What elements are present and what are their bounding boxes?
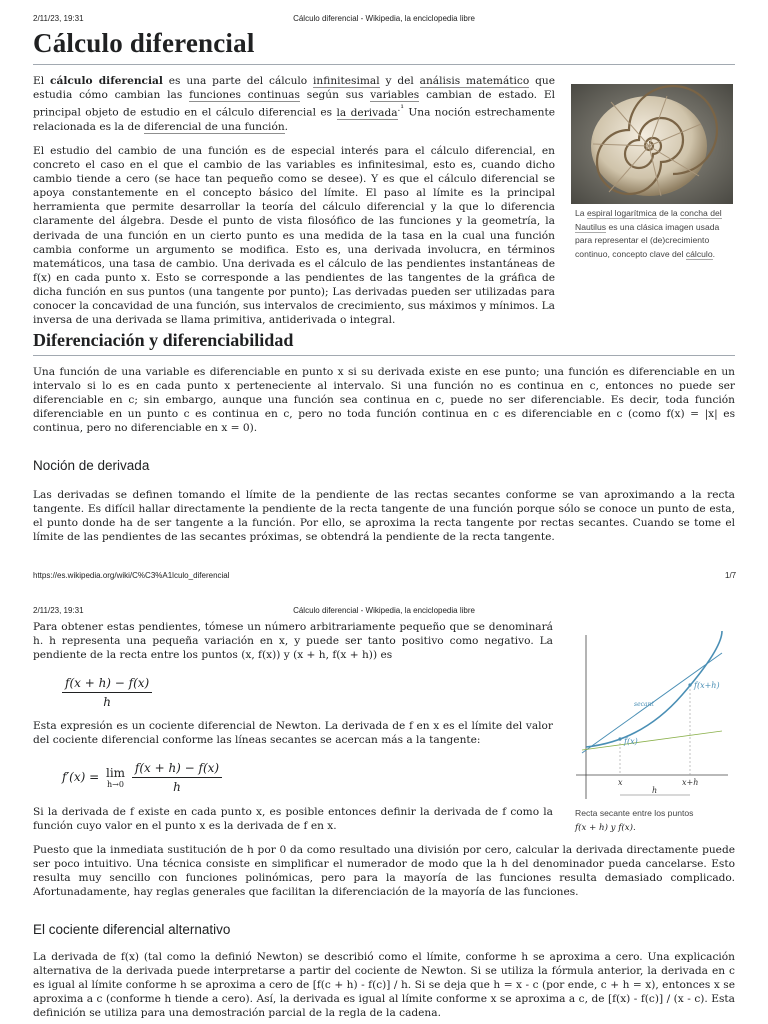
secant-graph-image[interactable]	[572, 625, 734, 807]
link-concha-del-nautilus[interactable]: concha del Nautilus	[575, 208, 722, 232]
graph-label-fx: f(x)	[624, 737, 638, 746]
formula-derivative-limit: f′(x) = lim h→0 $\frac{f(x + h) - f(x)}{h}$	[62, 761, 222, 794]
graph-label-fxh: f(x+h)	[694, 681, 720, 690]
print-footer-url: https://es.wikipedia.org/wiki/C%C3%A1lculo_diferencial	[33, 571, 230, 580]
print-header-title-p2: Cálculo diferencial - Wikipedia, la enciclopedia libre	[293, 606, 475, 615]
nautilus-shell-icon	[571, 84, 733, 204]
reference-1[interactable]: .¹	[397, 104, 404, 115]
paragraph-pendientes: Para obtener estas pendientes, tómese un número arbitrariamente pequeño que se denominará h. h representa una pequeña variación en x, y puede ser tanto positivo como negativo. La pendiente de la recta entre los puntos (x, f(x)) y (x + h, f(x + h)) es	[33, 621, 553, 662]
intro-paragraph: El cálculo diferencial es una parte del cálculo infinitesimal y del análisis matemático que estudia cómo cambian las funciones continuas según sus variables cambian de estado. El principal objeto de estudio en el cálculo diferencial es la derivada$^{.^1}$ Una noción estrechamente relacionada es la de diferencial de una función.	[33, 75, 555, 133]
section-heading-nocion-de-derivada: Noción de derivada	[33, 458, 150, 473]
secant-line-diagram	[572, 625, 734, 807]
print-footer-page: 1/7	[725, 571, 737, 580]
paragraph-derivada-funcion: Si la derivada de f existe en cada punto x, es posible entonces definir la derivada de f como la función cuyo valor en el punto x es la derivada de f en x.	[33, 806, 553, 833]
link-la-derivada[interactable]: la derivada	[336, 106, 398, 119]
paragraph-nocion-de-derivada: Las derivadas se definen tomando el límite de la pendiente de las rectas secantes conforme se van aproximando a la recta tangente. Es difícil hallar directamente la pendiente de la recta tangente de una función porque sólo se conoce un punto de esta, el punto donde ha de ser tangente a la función. Por ello, se aproxima la recta tangente por rectas secantes. Cuando se tome el límite de las pendientes de las secantes próximas, se obtendrá la pendiente de la recta tangente.	[33, 489, 735, 544]
paragraph-division-por-cero: Puesto que la inmediata sustitución de h por 0 da como resultado una división por cero, calcular la derivada directamente puede ser poco intuitivo. Una técnica consiste en simplificar el numerador de modo que la h del denominador pueda cancelarse. Esto resulta muy sencillo con funciones polinómicas, pero para la mayoría de las funciones resulta demasiado complicado. Afortunadamente, hay reglas generales que facilitan la diferenciación de la mayoría de las funciones.	[33, 844, 735, 899]
graph-label-h: h	[652, 786, 658, 795]
link-variables[interactable]: variables	[370, 89, 420, 102]
paragraph-cociente-newton: Esta expresión es un cociente diferencial de Newton. La derivada de f en x es el límite del valor del cociente diferencial conforme las líneas secantes se acercan más a la tangente:	[33, 720, 553, 747]
link-espiral-logaritmica[interactable]: espiral logarítmica	[586, 208, 657, 218]
print-header-date-p2: 2/11/23, 19:31	[33, 606, 84, 615]
graph-label-secant: secant	[634, 701, 654, 708]
graph-label-x: x	[618, 778, 623, 787]
link-diferencial-de-una-funcion[interactable]: diferencial de una función	[143, 120, 285, 133]
section-heading-cociente-alternativo: El cociente diferencial alternativo	[33, 922, 231, 937]
graph-label-xh: x+h	[682, 778, 699, 787]
link-calculo[interactable]: cálculo	[685, 248, 713, 259]
paragraph-estudio-del-cambio: El estudio del cambio de una función es de especial interés para el cálculo diferencial, en concreto el caso en el que el cambio de las variables es infinitesimal, esto es, cuando dicho cambio tiende a cero (se hace tan pequeño como se desee). Y es que el cálculo diferencial se apoya constantemente en el concepto básico del límite. El paso al límite es la principal herramienta que permite desarrollar la teoría del cálculo diferencial y la que lo diferencia claramente del álgebra. Desde el punto de vista filosófico de las funciones y la geometría, la derivada de una función en un cierto punto es una medida de la tasa en la cual una función cambia conforme un argumento se modifica. Esto es, una derivada involucra, en términos matemáticos, una tasa de cambio. Una derivada es el cálculo de las pendientes instantáneas de f(x) en cada punto x. Esto se corresponde a las pendientes de las tangentes de la gráfica de dicha función en sus puntos (una tangente por punto); Las derivadas pueden ser utilizadas para conocer la concavidad de una función, sus intervalos de crecimiento, sus máximos y mínimos. La inversa de una derivada se llama primitiva, antiderivada o integral.	[33, 145, 555, 327]
paragraph-diferenciabilidad: Una función de una variable es diferenciable en punto x si su derivada existe en ese punto; una función es diferenciable en un intervalo si lo es en cada punto x perteneciente al intervalo. Si una función no es continua en c, entonces no puede ser diferenciable en c; sin embargo, aunque una función sea continua en c, puede no ser diferenciable. Es decir, toda función diferenciable en un punto c es continua en c, pero no toda función continua en c es diferenciable en c (como f(x) = |x| es continua, pero no diferenciable en x = 0).	[33, 366, 735, 435]
nautilus-caption: La espiral logarítmica de la concha del Nautilus es una clásica imagen usada para representar el (de)crecimiento continuo, concepto clave del cálculo.	[575, 208, 722, 259]
print-header-date: 2/11/23, 19:31	[33, 14, 84, 23]
title-divider	[33, 64, 735, 65]
link-analisis-matematico[interactable]: análisis matemático	[419, 75, 530, 87]
secant-caption: Recta secante entre los puntos f(x + h) y f(x).	[575, 808, 694, 833]
paragraph-cociente-alternativo: La derivada de f(x) (tal como la definió Newton) se describió como el límite, conforme h se aproxima a cero. Una explicación alternativa de la derivada puede interpretarse a partir del cociente de Newton. Si se utiliza la fórmula anterior, la derivada en c es igual al límite conforme h se aproxima a cero de [f(c + h) - f(c)] / h. Si se deja que h = x - c (por ende, c + h = x), entonces x se aproxima a c (conforme h tiende a cero). Así, la derivada es igual al límite conforme x se aproxima a c, de [f(x) - f(c)] / (x - c). Esta definición se utiliza para una demostración parcial de la regla de la cadena.	[33, 951, 735, 1020]
section-heading-diferenciacion: Diferenciación y diferenciabilidad	[33, 330, 294, 350]
nautilus-image[interactable]	[571, 84, 733, 204]
formula-difference-quotient: $\frac{f(x + h) - f(x)}{h}$	[62, 676, 152, 709]
section-divider	[33, 355, 735, 356]
print-header-title: Cálculo diferencial - Wikipedia, la enciclopedia libre	[293, 14, 475, 23]
link-funciones-continuas[interactable]: funciones continuas	[189, 89, 300, 102]
link-infinitesimal[interactable]: infinitesimal	[313, 75, 380, 87]
page-title: Cálculo diferencial	[33, 28, 255, 58]
